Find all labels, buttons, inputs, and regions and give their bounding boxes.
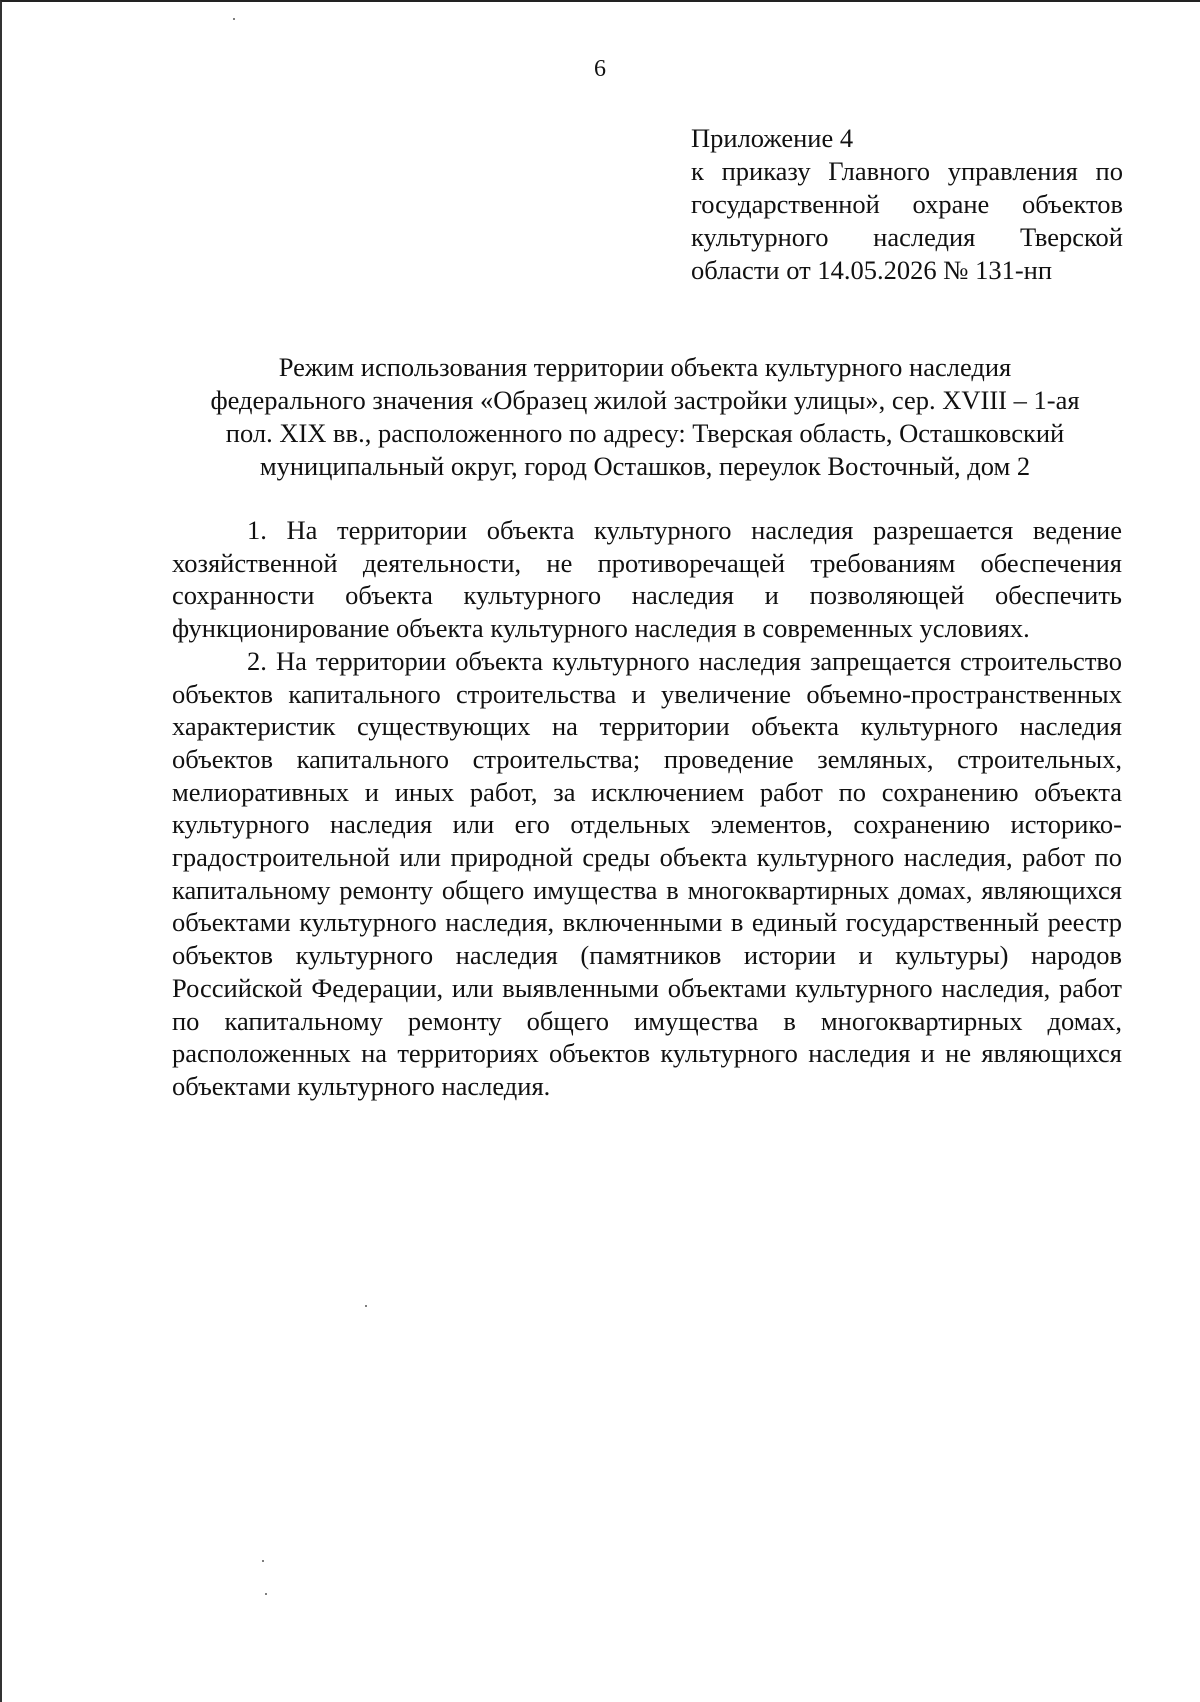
document-title [160,351,1130,483]
paragraph-2: 2. На территории объекта культурного наследия запрещается строительство объектов капитального строительства и увеличение объемно-пространственных характеристик существующих на территории объекта культурного наследия объектов капитального строительства; проведение земляных, строительных, мелиоративных и иных работ, за исключением работ по сохранению объекта культурного наследия или его отдельных элементов, сохранению историко-градостроительной или природной среды объекта культурного наследия, работ по капитальному ремонту общего имущества в многоквартирных домах, являющихся объектами культурного наследия, включенными в единый государственный реестр объектов культурного наследия (памятников истории и культуры) народов Российской Федерации, или выявленными объектами культурного наследия, работ по капитальному ремонту общего имущества в многоквартирных домах, расположенных на территориях объектов культурного наследия и не являющихся объектами культурного наследия. [172,645,1122,1101]
title-line-3: пол. XIX вв., расположенного по адресу: Тверская область, Осташковский [225,418,1065,448]
scan-speck [262,1560,264,1562]
title-line-1: Режим использования территории объекта культурного наследия [278,352,1012,382]
title-line-2: федерального значения «Образец жилой застройки улицы», сер. XVIII – 1-ая [210,385,1080,415]
appendix-line-2: к приказу Главного управления по [691,156,1123,186]
title-line-4: муниципальный округ, город Осташков, переулок Восточный, дом 2 [259,451,1031,481]
paragraph-1: 1. На территории объекта культурного наследия разрешается ведение хозяйственной деятельности, не противоречащей требованиям обеспечения сохранности объекта культурного наследия и позволяющей обеспечить функционирование объекта культурного наследия в современных условиях. [172,515,1122,644]
appendix-line-1: Приложение 4 [691,123,854,153]
scan-speck [265,1593,267,1595]
page-number: 6 [594,56,606,82]
appendix-line-3: государственной охране объектов [691,189,1123,219]
document-body [172,514,1122,1103]
appendix-header [691,122,1123,287]
appendix-line-5: области от 14.05.2026 № 131-нп [691,255,1053,285]
scan-speck [233,18,235,20]
appendix-line-4: культурного наследия Тверской [691,222,1123,252]
scan-speck [365,1305,367,1307]
